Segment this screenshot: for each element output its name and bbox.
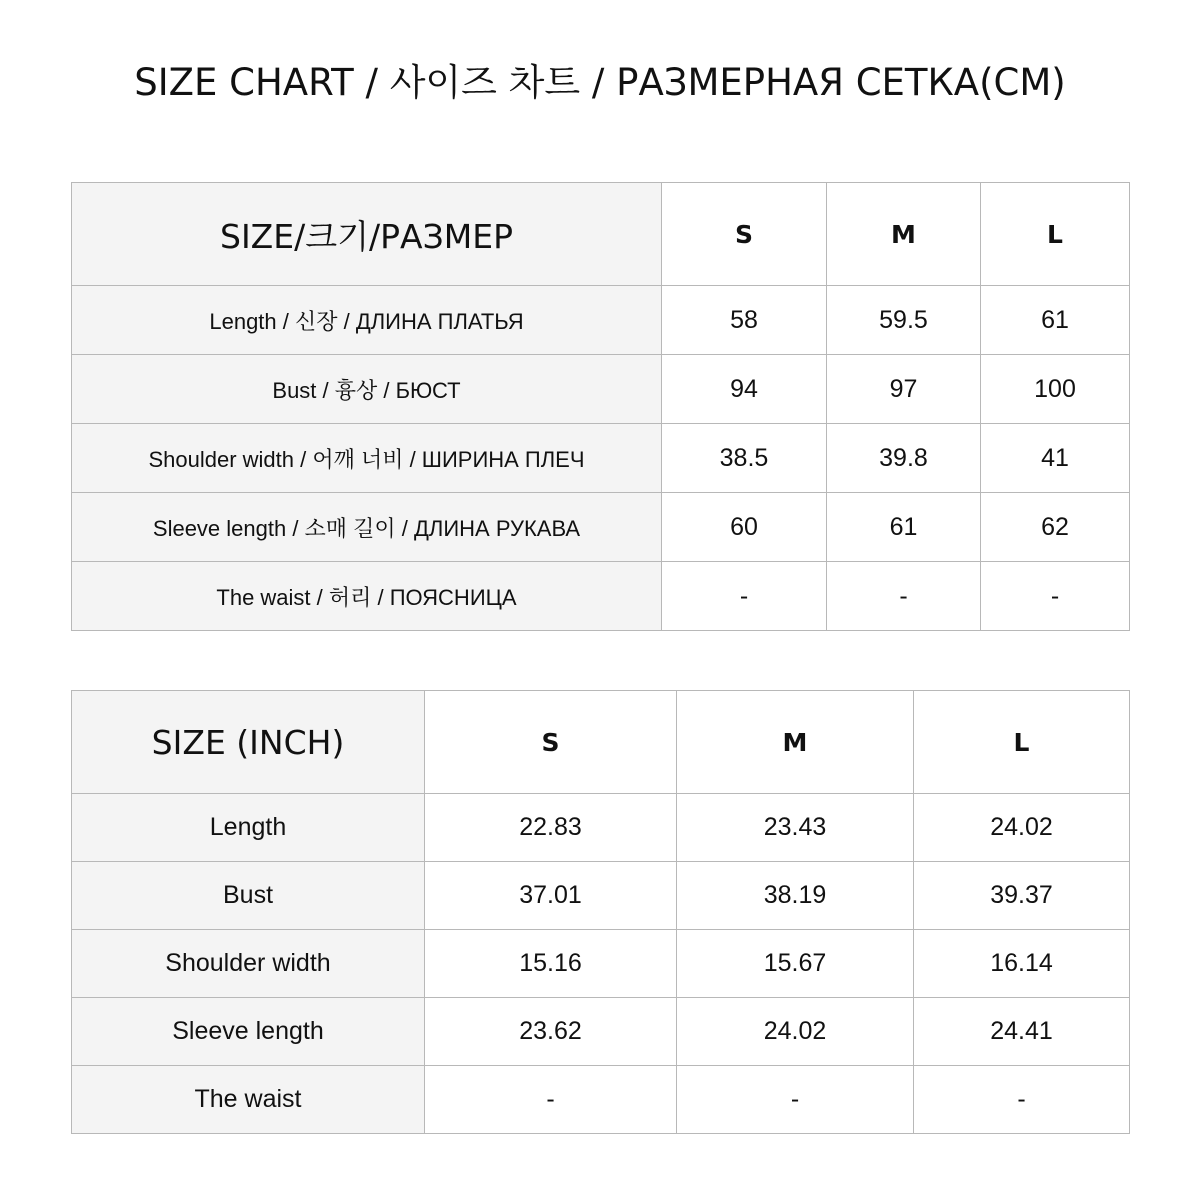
- cell-value: 39.8: [827, 424, 981, 493]
- cell-value: 23.43: [677, 794, 914, 862]
- cell-value: 16.14: [914, 930, 1130, 998]
- cell-value: 23.62: [425, 998, 677, 1066]
- cell-value: 61: [827, 493, 981, 562]
- row-label: Length / 신장 / ДЛИНА ПЛАТЬЯ: [72, 286, 662, 355]
- table-row: [72, 930, 1130, 998]
- cell-value: 58: [662, 286, 827, 355]
- size-header-l: L: [914, 691, 1130, 794]
- size-header-s: S: [425, 691, 677, 794]
- row-label: Length: [72, 794, 425, 862]
- cell-value: -: [677, 1066, 914, 1134]
- table-row: [72, 355, 1130, 424]
- row-label: Shoulder width: [72, 930, 425, 998]
- row-label: Shoulder width / 어깨 너비 / ШИРИНА ПЛЕЧ: [72, 424, 662, 493]
- cell-value: 24.41: [914, 998, 1130, 1066]
- cell-value: 38.5: [662, 424, 827, 493]
- cell-value: -: [425, 1066, 677, 1134]
- table-row: [72, 493, 1130, 562]
- size-header-s: S: [662, 183, 827, 286]
- table-row: [72, 1066, 1130, 1134]
- size-table-inch: [71, 690, 1130, 1134]
- table-row: [72, 286, 1130, 355]
- row-label: Sleeve length: [72, 998, 425, 1066]
- row-label: Bust: [72, 862, 425, 930]
- row-label: The waist: [72, 1066, 425, 1134]
- cell-value: 24.02: [914, 794, 1130, 862]
- size-header-m: M: [827, 183, 981, 286]
- cell-value: 15.67: [677, 930, 914, 998]
- cell-value: 94: [662, 355, 827, 424]
- cell-value: 15.16: [425, 930, 677, 998]
- table-row: [72, 562, 1130, 631]
- size-header-label: SIZE (INCH): [72, 691, 425, 794]
- table-row: [72, 998, 1130, 1066]
- cell-value: 41: [981, 424, 1130, 493]
- table-header-row: [72, 183, 1130, 286]
- page-title: SIZE CHART / 사이즈 차트 / РАЗМЕРНАЯ СЕТКА(CM): [134, 61, 1066, 104]
- size-header-label: SIZE/크기/РАЗМЕР: [72, 183, 662, 286]
- size-header-l: L: [981, 183, 1130, 286]
- cell-value: 61: [981, 286, 1130, 355]
- cell-value: -: [981, 562, 1130, 631]
- cell-value: -: [827, 562, 981, 631]
- cell-value: 24.02: [677, 998, 914, 1066]
- cell-value: 97: [827, 355, 981, 424]
- table-row: [72, 862, 1130, 930]
- cell-value: -: [914, 1066, 1130, 1134]
- table-header-row: [72, 691, 1130, 794]
- cell-value: 22.83: [425, 794, 677, 862]
- row-label: Sleeve length / 소매 길이 / ДЛИНА РУКАВА: [72, 493, 662, 562]
- cell-value: 38.19: [677, 862, 914, 930]
- cell-value: 60: [662, 493, 827, 562]
- cell-value: 59.5: [827, 286, 981, 355]
- size-header-m: M: [677, 691, 914, 794]
- table-row: [72, 794, 1130, 862]
- table-row: [72, 424, 1130, 493]
- cell-value: 100: [981, 355, 1130, 424]
- cell-value: -: [662, 562, 827, 631]
- row-label: Bust / 흉상 / БЮСТ: [72, 355, 662, 424]
- cell-value: 39.37: [914, 862, 1130, 930]
- row-label: The waist / 허리 / ПОЯСНИЦА: [72, 562, 662, 631]
- cell-value: 37.01: [425, 862, 677, 930]
- size-table-cm: [71, 182, 1130, 631]
- cell-value: 62: [981, 493, 1130, 562]
